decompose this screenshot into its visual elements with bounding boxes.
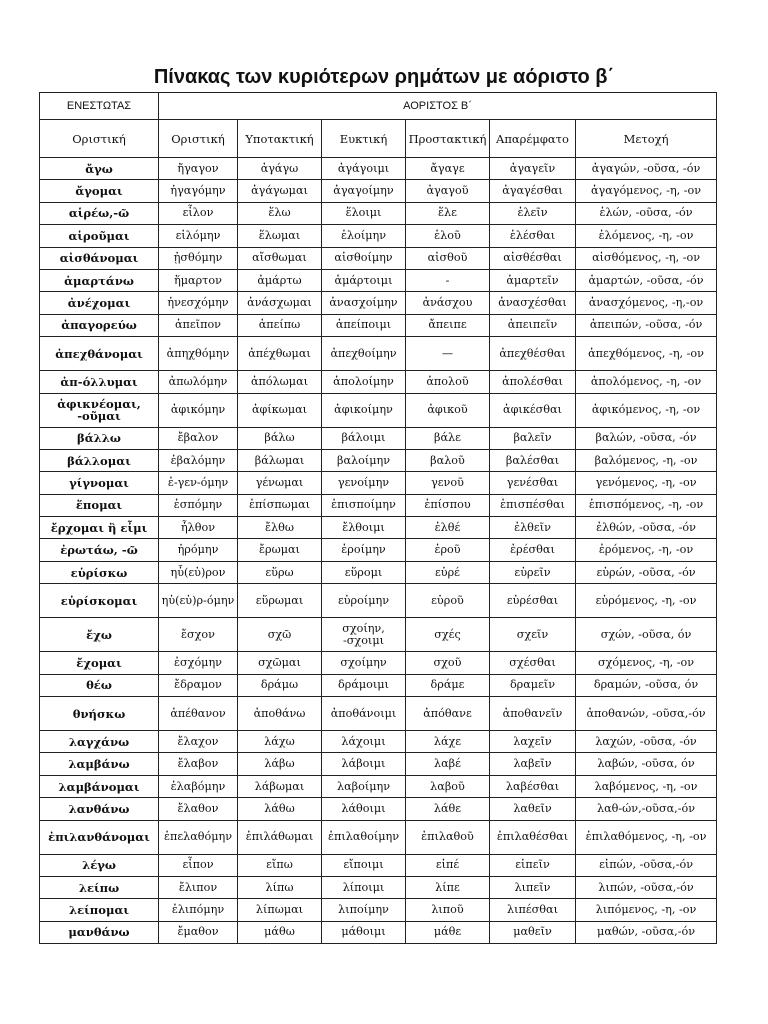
aorist-optative-cell: εὑροίμην: [322, 584, 406, 618]
aorist-optative-cell: γενοίμην: [322, 472, 406, 494]
table-row: [40, 158, 717, 180]
present-form-cell: ἔχω: [40, 618, 159, 652]
table-row: [40, 921, 717, 943]
table-row: [40, 314, 717, 336]
aorist-optative-cell: λιποίμην: [322, 899, 406, 921]
aorist-b-header: ΑΟΡΙΣΤΟΣ Β΄: [159, 93, 717, 120]
aorist-infinitive-cell: δραμεῖν: [490, 674, 576, 696]
aorist-imperative-cell: ἐροῦ: [406, 539, 490, 561]
aorist-infinitive-cell: ἀφικέσθαι: [490, 393, 576, 427]
aorist-infinitive-cell: ἑλέσθαι: [490, 225, 576, 247]
table-row: [40, 798, 717, 820]
col-header-optative: Ευκτική: [322, 120, 406, 158]
aorist-participle-cell: ἁμαρτών, -οῦσα, -όν: [576, 269, 717, 291]
aorist-subjunctive-cell: ἀνάσχωμαι: [238, 292, 322, 314]
present-form-cell: εὑρίσκω: [40, 561, 159, 583]
aorist-participle-cell: ἀπειπών, -οῦσα, -όν: [576, 314, 717, 336]
aorist-imperative-cell: ἀνάσχου: [406, 292, 490, 314]
aorist-participle-cell: ἀπεχθόμενος, -η, -ον: [576, 337, 717, 371]
aorist-subjunctive-cell: ἀπέχθωμαι: [238, 337, 322, 371]
aorist-indicative-cell: ἑσπόμην: [159, 494, 238, 516]
present-form-cell: αἱρέω,-ῶ: [40, 202, 159, 224]
present-form-cell: θνήσκω: [40, 697, 159, 731]
aorist-infinitive-cell: λιπέσθαι: [490, 899, 576, 921]
present-form-cell: λανθάνω: [40, 798, 159, 820]
aorist-subjunctive-cell: ἔρωμαι: [238, 539, 322, 561]
aorist-participle-cell: ἀγαγόμενος, -η, -ον: [576, 180, 717, 202]
present-form-cell: μανθάνω: [40, 921, 159, 943]
aorist-infinitive-cell: ἀπειπεῖν: [490, 314, 576, 336]
present-form-cell: ἄγομαι: [40, 180, 159, 202]
aorist-optative-cell: ἐπιλαθοίμην: [322, 820, 406, 854]
aorist-imperative-cell: εὑρέ: [406, 561, 490, 583]
present-form-cell: ἄγω: [40, 158, 159, 180]
table-row: [40, 775, 717, 797]
aorist-imperative-cell: ἀγαγοῦ: [406, 180, 490, 202]
aorist-indicative-cell: ἀπωλόμην: [159, 371, 238, 393]
aorist-indicative-cell: εἶπον: [159, 854, 238, 876]
aorist-infinitive-cell: ἀνασχέσθαι: [490, 292, 576, 314]
aorist-participle-cell: λιπών, -οῦσα,-όν: [576, 876, 717, 898]
present-form-cell: εὑρίσκομαι: [40, 584, 159, 618]
aorist-participle-cell: αἰσθόμενος, -η, -ον: [576, 247, 717, 269]
aorist-participle-cell: ἀπολόμενος, -η, -ον: [576, 371, 717, 393]
aorist-infinitive-cell: βαλέσθαι: [490, 449, 576, 471]
table-row: [40, 731, 717, 753]
aorist-imperative-cell: ἄπειπε: [406, 314, 490, 336]
aorist-participle-cell: ἑλόμενος, -η, -ον: [576, 225, 717, 247]
present-form-cell: ἀπαγορεύω: [40, 314, 159, 336]
aorist-subjunctive-cell: λίπωμαι: [238, 899, 322, 921]
aorist-participle-cell: εὑρών, -οῦσα, -όν: [576, 561, 717, 583]
aorist-imperative-cell: ἐπιλαθοῦ: [406, 820, 490, 854]
aorist-imperative-cell: ἀπόθανε: [406, 697, 490, 731]
aorist-participle-cell: δραμών, -οῦσα, όν: [576, 674, 717, 696]
column-header-row: [40, 120, 717, 158]
present-form-cell: βάλλομαι: [40, 449, 159, 471]
aorist-infinitive-cell: ἐλθεῖν: [490, 517, 576, 539]
aorist-subjunctive-cell: ἀπείπω: [238, 314, 322, 336]
aorist-subjunctive-cell: ἑπίσπωμαι: [238, 494, 322, 516]
aorist-imperative-cell: λαβέ: [406, 753, 490, 775]
aorist-participle-cell: εὑρόμενος, -η, -ον: [576, 584, 717, 618]
aorist-imperative-cell: ἐλθέ: [406, 517, 490, 539]
aorist-optative-cell: ἀπολοίμην: [322, 371, 406, 393]
aorist-optative-cell: ἀποθάνοιμι: [322, 697, 406, 731]
aorist-indicative-cell: ἐπελαθόμην: [159, 820, 238, 854]
aorist-imperative-cell: μάθε: [406, 921, 490, 943]
aorist-participle-cell: λαβόμενος, -η, -ον: [576, 775, 717, 797]
aorist-imperative-cell: ἕλε: [406, 202, 490, 224]
present-form-cell: γίγνομαι: [40, 472, 159, 494]
present-form-cell: αἰσθάνομαι: [40, 247, 159, 269]
present-form-cell: ἀπ-όλλυμαι: [40, 371, 159, 393]
verb-rows: [40, 158, 717, 944]
aorist-subjunctive-cell: ἀφίκωμαι: [238, 393, 322, 427]
aorist-imperative-cell: λιποῦ: [406, 899, 490, 921]
aorist-imperative-cell: λαβοῦ: [406, 775, 490, 797]
aorist-infinitive-cell: εἰπεῖν: [490, 854, 576, 876]
present-form-cell: θέω: [40, 674, 159, 696]
aorist-infinitive-cell: λαβέσθαι: [490, 775, 576, 797]
table-row: [40, 269, 717, 291]
col-header-infinitive: Απαρέμφατο: [490, 120, 576, 158]
aorist-imperative-cell: ἀπολοῦ: [406, 371, 490, 393]
aorist-participle-cell: ἀγαγών, -οῦσα, -όν: [576, 158, 717, 180]
aorist-subjunctive-cell: σχῶμαι: [238, 652, 322, 674]
aorist-indicative-cell: εἱλόμην: [159, 225, 238, 247]
present-form-cell: ἕπομαι: [40, 494, 159, 516]
aorist-optative-cell: βαλοίμην: [322, 449, 406, 471]
aorist-indicative-cell: ἥμαρτον: [159, 269, 238, 291]
aorist-subjunctive-cell: ἀγάγω: [238, 158, 322, 180]
aorist-participle-cell: λαθ-ών,-οῦσα,-όν: [576, 798, 717, 820]
aorist-subjunctive-cell: σχῶ: [238, 618, 322, 652]
aorist-optative-cell: ἀφικοίμην: [322, 393, 406, 427]
aorist-imperative-cell: -: [406, 269, 490, 291]
aorist-subjunctive-cell: λάβω: [238, 753, 322, 775]
aorist-imperative-cell: σχές: [406, 618, 490, 652]
aorist-imperative-cell: ἀφικοῦ: [406, 393, 490, 427]
aorist-subjunctive-cell: ἕλωμαι: [238, 225, 322, 247]
table-row: [40, 393, 717, 427]
aorist-indicative-cell: εἷλον: [159, 202, 238, 224]
aorist-imperative-cell: ἑπίσπου: [406, 494, 490, 516]
aorist-optative-cell: λίποιμι: [322, 876, 406, 898]
aorist-participle-cell: λαβών, -οῦσα, όν: [576, 753, 717, 775]
aorist-optative-cell: βάλοιμι: [322, 427, 406, 449]
aorist-imperative-cell: λάχε: [406, 731, 490, 753]
present-form-cell: ἀνέχομαι: [40, 292, 159, 314]
aorist-participle-cell: ἑλών, -οῦσα, -όν: [576, 202, 717, 224]
aorist-infinitive-cell: εὑρεῖν: [490, 561, 576, 583]
aorist-infinitive-cell: ἀγαγέσθαι: [490, 180, 576, 202]
aorist-infinitive-cell: ἀγαγεῖν: [490, 158, 576, 180]
table-row: [40, 247, 717, 269]
aorist-imperative-cell: γενοῦ: [406, 472, 490, 494]
aorist-imperative-cell: δράμε: [406, 674, 490, 696]
aorist-infinitive-cell: γενέσθαι: [490, 472, 576, 494]
aorist-optative-cell: λάβοιμι: [322, 753, 406, 775]
table-row: [40, 899, 717, 921]
aorist-participle-cell: ἐλθών, -οῦσα, -όν: [576, 517, 717, 539]
aorist-participle-cell: ἐρόμενος, -η, -ον: [576, 539, 717, 561]
table-row: [40, 371, 717, 393]
col-header-present-indicative: Οριστική: [40, 120, 159, 158]
aorist-subjunctive-cell: ἁμάρτω: [238, 269, 322, 291]
aorist-subjunctive-cell: ἐπιλάθωμαι: [238, 820, 322, 854]
table-row: [40, 292, 717, 314]
aorist-optative-cell: δράμοιμι: [322, 674, 406, 696]
aorist-infinitive-cell: ἐπιλαθέσθαι: [490, 820, 576, 854]
aorist-indicative-cell: ἔδραμον: [159, 674, 238, 696]
aorist-participle-cell: ἐπιλαθόμενος, -η, -ον: [576, 820, 717, 854]
aorist-optative-cell: λάχοιμι: [322, 731, 406, 753]
present-form-cell: ἁμαρτάνω: [40, 269, 159, 291]
table-row: [40, 876, 717, 898]
aorist-participle-cell: ἀποθανών, -οῦσα,-όν: [576, 697, 717, 731]
present-form-cell: αἱροῦμαι: [40, 225, 159, 247]
present-form-cell: λείπω: [40, 876, 159, 898]
aorist-indicative-cell: ηὗ(εὑ)ρον: [159, 561, 238, 583]
aorist-optative-cell: αἰσθοίμην: [322, 247, 406, 269]
aorist-subjunctive-cell: ἀποθάνω: [238, 697, 322, 731]
table-row: [40, 517, 717, 539]
aorist-optative-cell: λαβοίμην: [322, 775, 406, 797]
table-row: [40, 449, 717, 471]
aorist-participle-cell: ἀνασχόμενος, -η,-ον: [576, 292, 717, 314]
col-header-participle: Μετοχή: [576, 120, 717, 158]
aorist-optative-cell: εὕρομι: [322, 561, 406, 583]
aorist-participle-cell: γενόμενος, -η, -ον: [576, 472, 717, 494]
present-form-cell: λείπομαι: [40, 899, 159, 921]
aorist-participle-cell: βαλών, -οῦσα, -όν: [576, 427, 717, 449]
aorist-infinitive-cell: σχεῖν: [490, 618, 576, 652]
aorist-verb-table: [39, 92, 717, 944]
aorist-participle-cell: ἀφικόμενος, -η, -ον: [576, 393, 717, 427]
present-form-cell: λέγω: [40, 854, 159, 876]
present-form-cell: ἐρωτάω, -ῶ: [40, 539, 159, 561]
aorist-subjunctive-cell: βάλωμαι: [238, 449, 322, 471]
aorist-infinitive-cell: ἀπεχθέσθαι: [490, 337, 576, 371]
aorist-indicative-cell: ἐβαλόμην: [159, 449, 238, 471]
aorist-participle-cell: ἑπισπόμενος, -η, -ον: [576, 494, 717, 516]
table-row: [40, 202, 717, 224]
aorist-indicative-cell: ἀπηχθόμην: [159, 337, 238, 371]
present-form-cell: λαμβάνομαι: [40, 775, 159, 797]
table-row: [40, 561, 717, 583]
aorist-indicative-cell: ἠγαγόμην: [159, 180, 238, 202]
aorist-infinitive-cell: μαθεῖν: [490, 921, 576, 943]
aorist-subjunctive-cell: ἔλθω: [238, 517, 322, 539]
aorist-participle-cell: βαλόμενος, -η, -ον: [576, 449, 717, 471]
aorist-imperative-cell: ἄγαγε: [406, 158, 490, 180]
aorist-imperative-cell: —: [406, 337, 490, 371]
aorist-subjunctive-cell: εἴπω: [238, 854, 322, 876]
aorist-optative-cell: μάθοιμι: [322, 921, 406, 943]
aorist-subjunctive-cell: λάχω: [238, 731, 322, 753]
table-row: [40, 337, 717, 371]
aorist-imperative-cell: ἑλοῦ: [406, 225, 490, 247]
aorist-optative-cell: εἴποιμι: [322, 854, 406, 876]
aorist-indicative-cell: ἔσχον: [159, 618, 238, 652]
aorist-imperative-cell: εἰπέ: [406, 854, 490, 876]
aorist-subjunctive-cell: λίπω: [238, 876, 322, 898]
aorist-indicative-cell: ἐ-γεν-όμην: [159, 472, 238, 494]
present-tense-header: ΕΝΕΣΤΩΤΑΣ: [40, 93, 159, 120]
aorist-infinitive-cell: λαχεῖν: [490, 731, 576, 753]
aorist-infinitive-cell: λαθεῖν: [490, 798, 576, 820]
aorist-optative-cell: σχοίμην: [322, 652, 406, 674]
aorist-optative-cell: σχοίην, -σχοιμι: [322, 618, 406, 652]
aorist-infinitive-cell: λαβεῖν: [490, 753, 576, 775]
aorist-optative-cell: λάθοιμι: [322, 798, 406, 820]
table-row: [40, 854, 717, 876]
present-form-cell: λαμβάνω: [40, 753, 159, 775]
aorist-imperative-cell: βάλε: [406, 427, 490, 449]
aorist-optative-cell: ἀπείποιμι: [322, 314, 406, 336]
aorist-indicative-cell: ἀπέθανον: [159, 697, 238, 731]
aorist-subjunctive-cell: βάλω: [238, 427, 322, 449]
present-form-cell: ἐπιλανθάνομαι: [40, 820, 159, 854]
table-row: [40, 225, 717, 247]
aorist-subjunctive-cell: εὕρω: [238, 561, 322, 583]
table-row: [40, 618, 717, 652]
aorist-indicative-cell: ηὑ(εὑ)ρ-όμην: [159, 584, 238, 618]
aorist-indicative-cell: ἔλαχον: [159, 731, 238, 753]
aorist-subjunctive-cell: λάθω: [238, 798, 322, 820]
aorist-infinitive-cell: ἀποθανεῖν: [490, 697, 576, 731]
aorist-participle-cell: σχών, -οῦσα, όν: [576, 618, 717, 652]
aorist-participle-cell: μαθών, -οῦσα,-όν: [576, 921, 717, 943]
aorist-indicative-cell: ἐλαβόμην: [159, 775, 238, 797]
aorist-infinitive-cell: ἑλεῖν: [490, 202, 576, 224]
aorist-infinitive-cell: εὑρέσθαι: [490, 584, 576, 618]
aorist-indicative-cell: ἔμαθον: [159, 921, 238, 943]
col-header-indicative: Οριστική: [159, 120, 238, 158]
aorist-infinitive-cell: ἑπισπέσθαι: [490, 494, 576, 516]
present-form-cell: ἀπεχθάνομαι: [40, 337, 159, 371]
aorist-participle-cell: σχόμενος, -η, -ον: [576, 652, 717, 674]
table-row: [40, 820, 717, 854]
aorist-subjunctive-cell: λάβωμαι: [238, 775, 322, 797]
aorist-optative-cell: ἑλοίμην: [322, 225, 406, 247]
aorist-indicative-cell: ἐσχόμην: [159, 652, 238, 674]
aorist-optative-cell: ἑπισποίμην: [322, 494, 406, 516]
aorist-imperative-cell: λίπε: [406, 876, 490, 898]
aorist-optative-cell: ἕλοιμι: [322, 202, 406, 224]
aorist-infinitive-cell: βαλεῖν: [490, 427, 576, 449]
table-row: [40, 539, 717, 561]
aorist-indicative-cell: ἦλθον: [159, 517, 238, 539]
aorist-indicative-cell: ἠρόμην: [159, 539, 238, 561]
table-row: [40, 472, 717, 494]
aorist-optative-cell: ἀγάγοιμι: [322, 158, 406, 180]
table-row: [40, 427, 717, 449]
aorist-imperative-cell: σχοῦ: [406, 652, 490, 674]
table-row: [40, 753, 717, 775]
aorist-imperative-cell: αἰσθοῦ: [406, 247, 490, 269]
aorist-participle-cell: εἰπών, -οῦσα,-όν: [576, 854, 717, 876]
aorist-optative-cell: ἀνασχοίμην: [322, 292, 406, 314]
aorist-subjunctive-cell: αἴσθωμαι: [238, 247, 322, 269]
aorist-subjunctive-cell: δράμω: [238, 674, 322, 696]
aorist-indicative-cell: ἤγαγον: [159, 158, 238, 180]
table-row: [40, 674, 717, 696]
aorist-indicative-cell: ἀφικόμην: [159, 393, 238, 427]
aorist-subjunctive-cell: μάθω: [238, 921, 322, 943]
aorist-indicative-cell: ἠνεσχόμην: [159, 292, 238, 314]
present-form-cell: βάλλω: [40, 427, 159, 449]
aorist-subjunctive-cell: εὕρωμαι: [238, 584, 322, 618]
aorist-optative-cell: ἔλθοιμι: [322, 517, 406, 539]
aorist-participle-cell: λιπόμενος, -η, -ον: [576, 899, 717, 921]
group-header-row: [40, 93, 717, 120]
aorist-optative-cell: ἐροίμην: [322, 539, 406, 561]
table-row: [40, 180, 717, 202]
aorist-optative-cell: ἁμάρτοιμι: [322, 269, 406, 291]
present-form-cell: ἔχομαι: [40, 652, 159, 674]
aorist-imperative-cell: λάθε: [406, 798, 490, 820]
aorist-indicative-cell: ἐλιπόμην: [159, 899, 238, 921]
aorist-optative-cell: ἀγαγοίμην: [322, 180, 406, 202]
aorist-optative-cell: ἀπεχθοίμην: [322, 337, 406, 371]
aorist-subjunctive-cell: γένωμαι: [238, 472, 322, 494]
present-form-cell: ἀφικνέομαι, -οῦμαι: [40, 393, 159, 427]
aorist-infinitive-cell: αἰσθέσθαι: [490, 247, 576, 269]
table-row: [40, 652, 717, 674]
page-title: Πίνακας των κυριότερων ρημάτων με αόριστο β΄: [153, 66, 615, 88]
col-header-subjunctive: Υποτακτική: [238, 120, 322, 158]
present-form-cell: ἔρχομαι ἢ εἶμι: [40, 517, 159, 539]
aorist-infinitive-cell: λιπεῖν: [490, 876, 576, 898]
aorist-indicative-cell: ἔλαθον: [159, 798, 238, 820]
aorist-subjunctive-cell: ἀγάγωμαι: [238, 180, 322, 202]
aorist-indicative-cell: ἔβαλον: [159, 427, 238, 449]
aorist-indicative-cell: ἀπεῖπον: [159, 314, 238, 336]
aorist-imperative-cell: εὑροῦ: [406, 584, 490, 618]
table-row: [40, 584, 717, 618]
col-header-imperative: Προστακτική: [406, 120, 490, 158]
aorist-indicative-cell: ἔλιπον: [159, 876, 238, 898]
aorist-infinitive-cell: ἀπολέσθαι: [490, 371, 576, 393]
aorist-subjunctive-cell: ἕλω: [238, 202, 322, 224]
aorist-indicative-cell: ᾐσθόμην: [159, 247, 238, 269]
aorist-infinitive-cell: ἁμαρτεῖν: [490, 269, 576, 291]
aorist-imperative-cell: βαλοῦ: [406, 449, 490, 471]
table-row: [40, 494, 717, 516]
present-form-cell: λαγχάνω: [40, 731, 159, 753]
table-row: [40, 697, 717, 731]
aorist-subjunctive-cell: ἀπόλωμαι: [238, 371, 322, 393]
aorist-infinitive-cell: σχέσθαι: [490, 652, 576, 674]
aorist-indicative-cell: ἔλαβον: [159, 753, 238, 775]
aorist-participle-cell: λαχών, -οῦσα, -όν: [576, 731, 717, 753]
aorist-infinitive-cell: ἐρέσθαι: [490, 539, 576, 561]
